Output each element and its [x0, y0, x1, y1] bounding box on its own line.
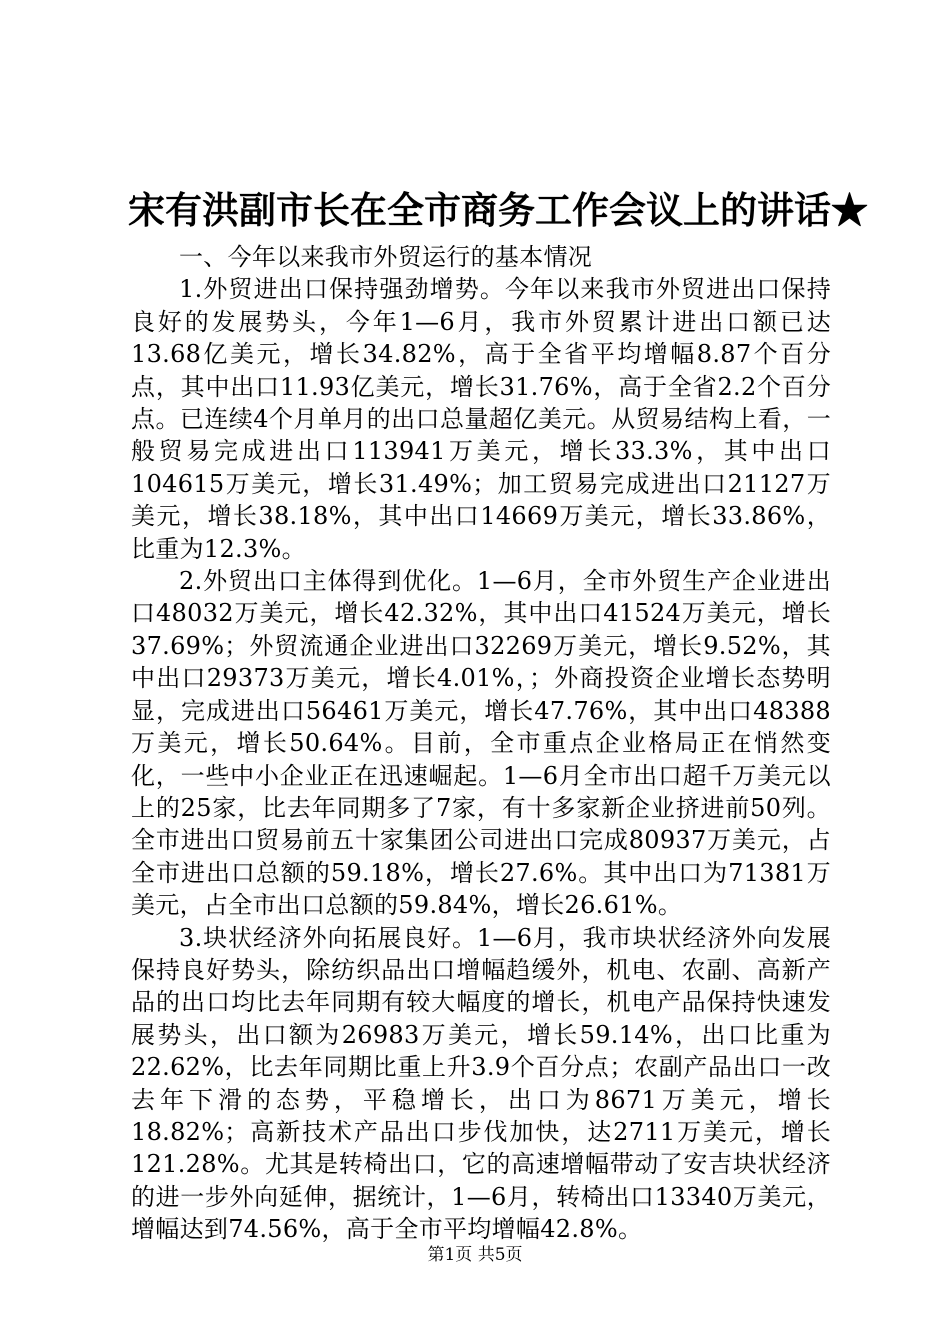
section-heading: 一、今年以来我市外贸运行的基本情况 [179, 243, 593, 271]
paragraph-3: 3.块状经济外向拓展良好。1—6月，我市块状经济外向发展保持良好势头，除纺织品出口增幅趋缓外，机电、农副、高新产品的出口均比去年同期有较大幅度的增长，机电产品保持快速发展势头，出口额为26983万美元，增长59.14%，出口比重为22.62%，比去年同期比重上升3.9个百分点；农副产品出口一改去年下滑的态势，平稳增长，出口为8671万美元，增长18.82%；高新技术产品出口步伐加快，达2711万美元，增长121.28%。尤其是转椅出口，它的高速增幅带动了安吉块状经济的进一步外向延伸，据统计，1—6月，转椅出口13340万美元，增幅达到74.56%，高于全市平均增幅42.8%。 [131, 923, 831, 1244]
paragraph-2: 2.外贸出口主体得到优化。1—6月，全市外贸生产企业进出口48032万美元，增长42.32%，其中出口41524万美元，增长37.69%；外贸流通企业进出口32269万美元，增长9.52%，其中出口29373万美元，增长4.01%，；外商投资企业增长态势明显，完成进出口56461万美元，增长47.76%，其中出口48388万美元，增长50.64%。目前，全市重点企业格局正在悄然变化，一些中小企业正在迅速崛起。1—6月全市出口超千万美元以上的25家，比去年同期多了7家，有十多家新企业挤进前50列。全市进出口贸易前五十家集团公司进出口完成80937万美元，占全市进出口总额的59.18%，增长27.6%。其中出口为71381万美元，占全市出口总额的59.84%，增长26.61%。 [131, 567, 831, 920]
page-footer: 第1页 共5页 [427, 1245, 523, 1265]
document-body [131, 241, 831, 1246]
document-title: 宋有洪副市长在全市商务工作会议上的讲话★ [128, 188, 868, 232]
paragraph-1: 1.外贸进出口保持强劲增势。今年以来我市外贸进出口保持良好的发展势头，今年1—6月，我市外贸累计进出口额已达13.68亿美元，增长34.82%，高于全省平均增幅8.87个百分点，其中出口11.93亿美元，增长31.76%，高于全省2.2个百分点。已连续4个月单月的出口总量超亿美元。从贸易结构上看，一般贸易完成进出口113941万美元，增长33.3%，其中出口104615万美元，增长31.49%；加工贸易完成进出口21127万美元，增长38.18%，其中出口14669万美元，增长33.86%，比重为12.3%。 [131, 275, 831, 563]
